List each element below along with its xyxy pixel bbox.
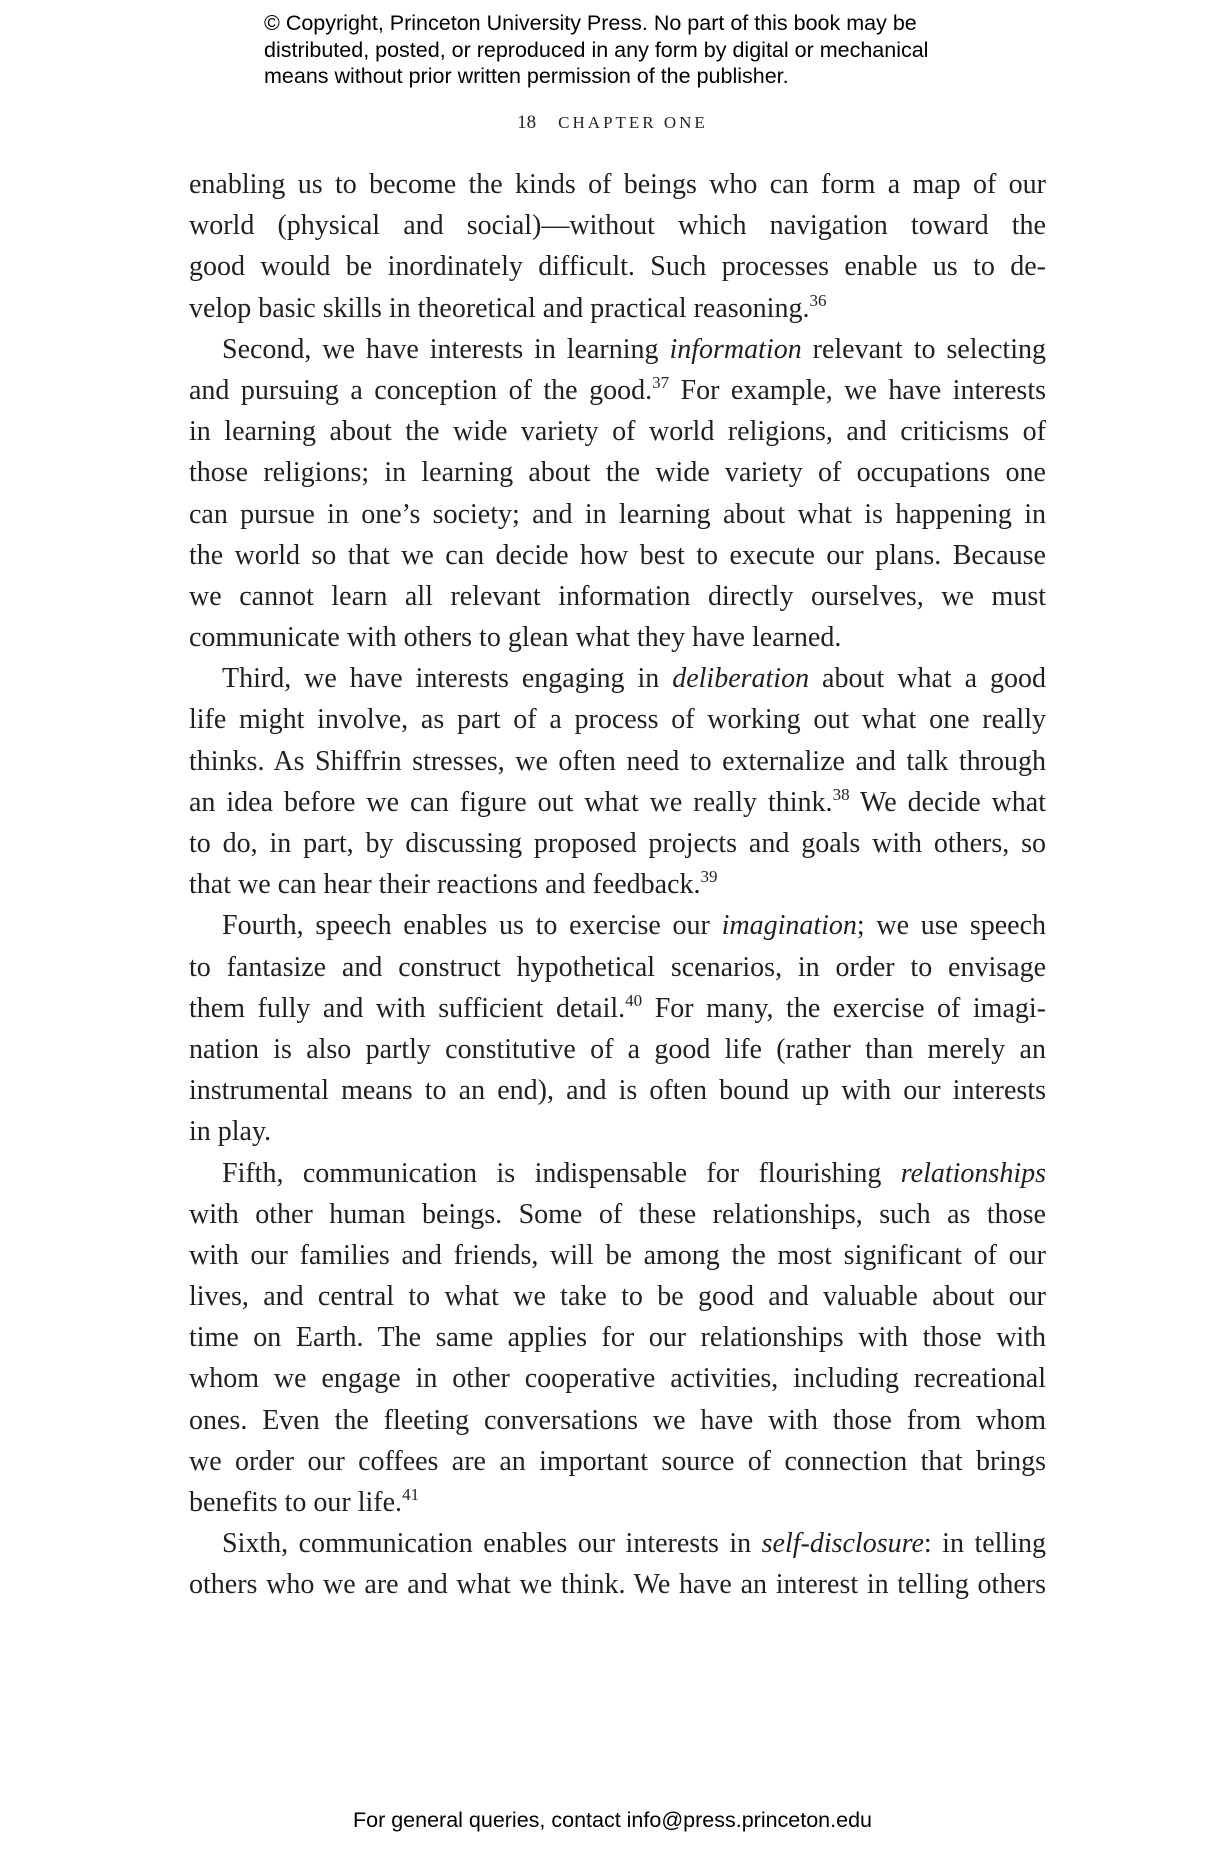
page-number: 18 xyxy=(517,112,537,133)
text-line: we order our coffees are an important source of connection that brings xyxy=(189,1445,1046,1477)
text-line: in play. xyxy=(189,1116,272,1148)
copyright-line: means without prior written permission of the publisher. xyxy=(264,64,789,88)
text-line: an idea before we can figure out what we really think.$^{38}$ We decide what xyxy=(189,784,1047,818)
text-line: Second, we have interests in learning information relevant to selecting xyxy=(222,333,1046,365)
text-line: communicate with others to glean what they have learned. xyxy=(189,622,842,654)
text-line: instrumental means to an end), and is often bound up with our interests xyxy=(189,1075,1046,1107)
copyright-line: distributed, posted, or reproduced in any form by digital or mechanical xyxy=(264,37,929,62)
text-line: them fully and with sufficient detail.$^{40}$ For many, the exercise of imagi- xyxy=(189,990,1046,1024)
text-line: good would be inordinately difficult. Such processes enable us to de- xyxy=(189,251,1046,283)
copyright-line: © Copyright, Princeton University Press. No part of this book may be xyxy=(264,11,917,35)
text-line: the world so that we can decide how best to execute our plans. Because xyxy=(189,539,1046,571)
running-head xyxy=(0,112,1225,134)
footnote-ref[interactable]: 38 xyxy=(832,784,850,804)
chapter-title: CHAPTER ONE xyxy=(558,113,708,132)
text-line: world (physical and social)—without which navigation toward the xyxy=(189,210,1046,242)
text-line: time on Earth. The same applies for our relationships with those with xyxy=(189,1322,1046,1354)
text-line: to do, in part, by discussing proposed projects and goals with others, so xyxy=(189,828,1046,859)
text-line: Fourth, speech enables us to exercise our imagination; we use speech xyxy=(222,910,1046,942)
copyright-notice xyxy=(264,10,1024,90)
footnote-ref[interactable]: 37 xyxy=(652,372,670,392)
text-line: that we can hear their reactions and feedback.$^{39}$ xyxy=(189,867,718,901)
paragraph-4 xyxy=(189,905,1046,1152)
body-text xyxy=(189,164,1046,1606)
paragraph-6 xyxy=(189,1523,1046,1605)
text-line: and pursuing a conception of the good.$^{37}$ For example, we have interests xyxy=(189,372,1046,406)
text-line: Sixth, communication enables our interests in self-disclosure: in telling xyxy=(222,1528,1046,1560)
text-line: nation is also partly constitutive of a good life (rather than merely an xyxy=(189,1033,1046,1065)
text-line: we cannot learn all relevant information directly ourselves, we must xyxy=(189,580,1046,612)
footer-contact: For general queries, contact info@press.princeton.edu xyxy=(352,1808,872,1832)
text-line: to fantasize and construct hypothetical scenarios, in order to envisage xyxy=(189,951,1046,983)
text-line: whom we engage in other cooperative activities, including recreational xyxy=(189,1363,1046,1395)
text-line: with other human beings. Some of these relationships, such as those xyxy=(189,1198,1046,1230)
text-line: can pursue in one’s society; and in learning about what is happening in xyxy=(189,498,1046,530)
paragraph-1 xyxy=(189,164,1046,329)
footnote-ref[interactable]: 40 xyxy=(625,990,643,1010)
text-line: ones. Even the fleeting conversations we have with those from whom xyxy=(189,1404,1046,1436)
text-line: with our families and friends, will be among the most significant of our xyxy=(189,1239,1046,1271)
text-line: thinks. As Shiffrin stresses, we often need to externalize and talk through xyxy=(189,745,1046,777)
text-line: enabling us to become the kinds of beings who can form a map of our xyxy=(189,169,1046,200)
text-line: Fifth, communication is indispensable for flourishing relationships xyxy=(222,1157,1046,1189)
footnote-ref[interactable]: 36 xyxy=(809,290,827,310)
text-line: Third, we have interests engaging in deliberation about what a good xyxy=(222,663,1047,695)
footnote-ref[interactable]: 41 xyxy=(402,1485,420,1504)
text-line: benefits to our life.$^{41}$ xyxy=(189,1485,420,1518)
text-line: lives, and central to what we take to be good and valuable about our xyxy=(189,1281,1046,1313)
text-line: those religions; in learning about the wide variety of occupations one xyxy=(189,457,1046,489)
paragraph-3 xyxy=(189,658,1046,905)
text-line: life might involve, as part of a process of working out what one really xyxy=(189,704,1046,736)
text-line: in learning about the wide variety of world religions, and criticisms of xyxy=(189,416,1046,448)
text-line: velop basic skills in theoretical and practical reasoning.$^{36}$ xyxy=(189,290,827,324)
footnote-ref[interactable]: 39 xyxy=(700,867,718,887)
text-line: others who we are and what we think. We have an interest in telling others xyxy=(189,1569,1046,1601)
paragraph-5 xyxy=(189,1153,1046,1524)
paragraph-2 xyxy=(189,329,1046,659)
